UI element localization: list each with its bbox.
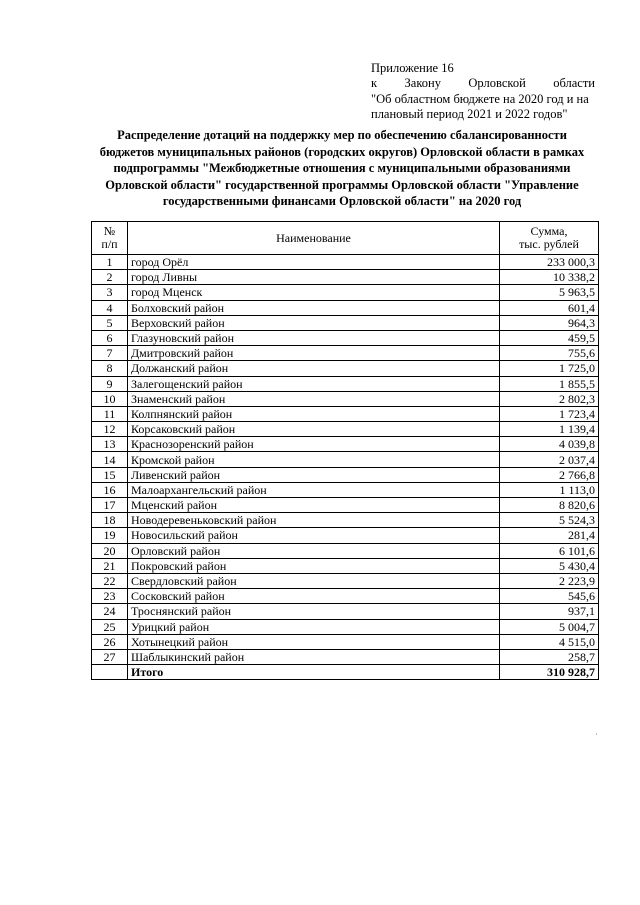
row-number: 3 — [92, 285, 128, 300]
table-row — [92, 300, 599, 315]
row-sum: 10 338,2 — [500, 270, 599, 285]
total-label: Итого — [128, 665, 500, 680]
appendix-word: области — [553, 76, 595, 91]
table-row — [92, 573, 599, 588]
table-row — [92, 285, 599, 300]
row-name: Свердловский район — [128, 573, 500, 588]
row-sum: 5 004,7 — [500, 619, 599, 634]
row-sum: 5 524,3 — [500, 513, 599, 528]
row-name: Корсаковский район — [128, 422, 500, 437]
header-row — [92, 222, 599, 255]
row-number: 10 — [92, 391, 128, 406]
row-name: Колпнянский район — [128, 406, 500, 421]
row-sum: 281,4 — [500, 528, 599, 543]
row-number: 23 — [92, 589, 128, 604]
row-number: 21 — [92, 558, 128, 573]
appendix-word: Орловской — [468, 76, 526, 91]
header-name: Наименование — [128, 222, 500, 255]
row-name: Краснозоренский район — [128, 437, 500, 452]
table-row — [92, 346, 599, 361]
row-sum: 1 723,4 — [500, 406, 599, 421]
appendix-header — [371, 61, 595, 122]
row-name: город Мценск — [128, 285, 500, 300]
row-number: 12 — [92, 422, 128, 437]
title-line: Распределение дотаций на поддержку мер по обеспечению сбалансированности — [117, 128, 567, 142]
row-sum: 2 223,9 — [500, 573, 599, 588]
row-name: Должанский район — [128, 361, 500, 376]
table-row — [92, 482, 599, 497]
row-name: Троснянский район — [128, 604, 500, 619]
row-name: Верховский район — [128, 315, 500, 330]
table-row — [92, 361, 599, 376]
table-header — [92, 222, 599, 255]
row-sum: 1 113,0 — [500, 482, 599, 497]
row-number: 8 — [92, 361, 128, 376]
row-sum: 755,6 — [500, 346, 599, 361]
row-name: Глазуновский район — [128, 330, 500, 345]
row-number: 11 — [92, 406, 128, 421]
appendix-law-title-2: плановый период 2021 и 2022 годов" — [371, 106, 568, 121]
row-name: город Орёл — [128, 255, 500, 270]
table-row — [92, 619, 599, 634]
row-number: 1 — [92, 255, 128, 270]
total-number — [92, 665, 128, 680]
header-sum — [500, 222, 599, 255]
scan-speck — [596, 733, 597, 735]
table-row — [92, 255, 599, 270]
header-number-line1: № — [103, 224, 116, 238]
row-number: 17 — [92, 498, 128, 513]
row-number: 20 — [92, 543, 128, 558]
header-sum-line1: Сумма, — [530, 224, 568, 238]
table-row — [92, 467, 599, 482]
table-row — [92, 330, 599, 345]
header-number — [92, 222, 128, 255]
row-name: Хотынецкий район — [128, 634, 500, 649]
row-number: 13 — [92, 437, 128, 452]
row-name: Урицкий район — [128, 619, 500, 634]
table-row — [92, 315, 599, 330]
row-name: Новодеревеньковский район — [128, 513, 500, 528]
appendix-word: к — [371, 76, 378, 91]
row-name: Ливенский район — [128, 467, 500, 482]
table-row — [92, 543, 599, 558]
row-sum: 545,6 — [500, 589, 599, 604]
header-number-line2: п/п — [101, 237, 118, 251]
row-sum: 459,5 — [500, 330, 599, 345]
appendix-number: Приложение 16 — [371, 61, 454, 75]
row-sum: 233 000,3 — [500, 255, 599, 270]
row-sum: 964,3 — [500, 315, 599, 330]
row-sum: 2 766,8 — [500, 467, 599, 482]
table-row — [92, 634, 599, 649]
row-sum: 2 037,4 — [500, 452, 599, 467]
row-name: Знаменский район — [128, 391, 500, 406]
row-name: Малоархангельский район — [128, 482, 500, 497]
row-sum: 4 039,8 — [500, 437, 599, 452]
row-name: Болховский район — [128, 300, 500, 315]
table-row — [92, 437, 599, 452]
row-name: Покровский район — [128, 558, 500, 573]
row-number: 14 — [92, 452, 128, 467]
title-line: государственными финансами Орловской области" на 2020 год — [162, 194, 522, 209]
row-name: Шаблыкинский район — [128, 649, 500, 664]
table-row — [92, 498, 599, 513]
title-line: бюджетов муниципальных районов (городских округов) Орловской области в рамках — [99, 144, 585, 159]
table-row — [92, 558, 599, 573]
document-title — [90, 127, 594, 210]
table-row — [92, 422, 599, 437]
title-line: подпрограммы "Межбюджетные отношения с муниципальными образованиями — [113, 161, 571, 176]
row-name: Кромской район — [128, 452, 500, 467]
row-name: Залегощенский район — [128, 376, 500, 391]
row-number: 16 — [92, 482, 128, 497]
total-sum: 310 928,7 — [500, 665, 599, 680]
table-row — [92, 376, 599, 391]
table-row — [92, 452, 599, 467]
row-number: 22 — [92, 573, 128, 588]
table-row — [92, 270, 599, 285]
table-body — [92, 255, 599, 680]
row-name: город Ливны — [128, 270, 500, 285]
subsidy-table — [91, 221, 599, 680]
table-row — [92, 589, 599, 604]
row-sum: 1 139,4 — [500, 422, 599, 437]
row-sum: 258,7 — [500, 649, 599, 664]
row-sum: 1 855,5 — [500, 376, 599, 391]
table-row — [92, 528, 599, 543]
row-sum: 1 725,0 — [500, 361, 599, 376]
row-sum: 5 430,4 — [500, 558, 599, 573]
row-number: 24 — [92, 604, 128, 619]
row-number: 15 — [92, 467, 128, 482]
row-name: Мценский район — [128, 498, 500, 513]
row-sum: 601,4 — [500, 300, 599, 315]
appendix-word: Закону — [404, 76, 441, 91]
row-name: Сосковский район — [128, 589, 500, 604]
total-row — [92, 665, 599, 680]
row-number: 19 — [92, 528, 128, 543]
row-number: 27 — [92, 649, 128, 664]
header-sum-line2: тыс. рублей — [519, 237, 579, 251]
row-number: 9 — [92, 376, 128, 391]
row-sum: 8 820,6 — [500, 498, 599, 513]
appendix-law-reference — [371, 76, 595, 91]
row-sum: 4 515,0 — [500, 634, 599, 649]
title-line: Орловской области" государственной программы Орловской области "Управление — [105, 177, 579, 192]
row-number: 25 — [92, 619, 128, 634]
row-name: Дмитровский район — [128, 346, 500, 361]
table-row — [92, 649, 599, 664]
row-sum: 6 101,6 — [500, 543, 599, 558]
row-number: 2 — [92, 270, 128, 285]
row-name: Орловский район — [128, 543, 500, 558]
row-number: 5 — [92, 315, 128, 330]
table-row — [92, 604, 599, 619]
row-name: Новосильский район — [128, 528, 500, 543]
row-number: 6 — [92, 330, 128, 345]
row-sum: 2 802,3 — [500, 391, 599, 406]
row-sum: 5 963,5 — [500, 285, 599, 300]
table-row — [92, 406, 599, 421]
row-sum: 937,1 — [500, 604, 599, 619]
row-number: 4 — [92, 300, 128, 315]
row-number: 18 — [92, 513, 128, 528]
appendix-law-title-1: "Об областном бюджете на 2020 год и на — [371, 91, 589, 106]
row-number: 7 — [92, 346, 128, 361]
row-number: 26 — [92, 634, 128, 649]
table-row — [92, 391, 599, 406]
table-row — [92, 513, 599, 528]
